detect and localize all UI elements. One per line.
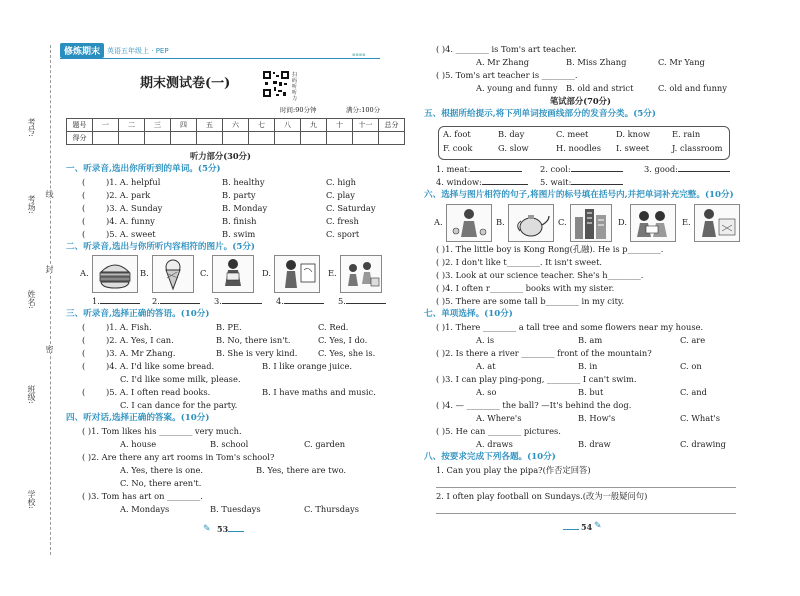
fill-question[interactable]: ( )5. There are some tall b________ in my city. [436,296,625,306]
option-b: B. in [578,361,598,371]
table-cell: 一 [93,119,119,132]
picture-letter: E. [328,268,337,278]
score-input-cell[interactable] [379,132,405,145]
answer-bracket[interactable]: ( [82,229,86,239]
binding-mark-seal: 封 [45,265,54,273]
qr-code-icon [262,70,290,98]
option-c: C. are [680,335,706,345]
word-item: F. cook [443,143,473,153]
word-item: E. rain [672,129,701,139]
option-a: )1. A. helpful [106,177,161,187]
option-c: C. I'd like some milk, please. [120,374,241,384]
score-input-cell[interactable] [327,132,353,145]
hamburger-icon [93,256,137,292]
option-c: C. garden [304,439,346,449]
table-cell: 十 [327,119,353,132]
score-input-cell[interactable] [197,132,223,145]
answer-bracket[interactable]: ( [82,348,86,358]
option-b: B. Yes, there are two. [256,465,347,475]
option-a: A. Mondays [120,504,170,514]
class-label: 班级: [27,385,36,404]
answer-bracket[interactable]: ( [82,361,86,371]
page-title: 期末测试卷(一) [140,76,231,91]
option-b: B. party [222,190,256,200]
rewrite-question-1: 1. Can you play the pipa?(作否定回答) [436,465,591,475]
section-6-title: 六、选择与图片相符的句子,将图片的标号填在括号内,并把单词补充完整。(10分) [424,190,734,200]
picture-letter: E. [682,217,691,227]
score-input-cell[interactable] [119,132,145,145]
option-c: C. What's [680,413,721,423]
blank-label: 5. wait: [540,177,572,187]
option-b: B. I have maths and music. [262,387,376,397]
blank-number: 1. [92,296,100,306]
score-input-cell[interactable] [93,132,119,145]
section-1-title: 一、听录音,选出你所听到的单词。(5分) [66,164,221,174]
choice-question[interactable]: ( )3. I can play ping-pong, ________ I can't swim. [436,374,637,384]
picture-letter: C. [558,217,567,227]
page-number-left: 53 [217,524,229,534]
score-input-cell[interactable] [275,132,301,145]
option-a: A. Where's [476,413,522,423]
sort-blank[interactable] [436,164,522,175]
blank-number: 2. [152,296,160,306]
written-title: 笔试部分(70分) [550,96,611,106]
answer-bracket[interactable]: ( [82,387,86,397]
table-cell: 八 [275,119,301,132]
question-3[interactable]: ( )3. Tom has art on ________. [82,491,203,501]
option-b: B. Monday [222,203,268,213]
picture-letter: B. [496,217,505,227]
question-2[interactable]: ( )2. Are there any art rooms in Tom's school? [82,452,275,462]
option-a: )5. A. sweet [106,229,156,239]
question-4[interactable]: ( )4. ________ is Tom's art teacher. [436,44,577,54]
time-label: 时间:90分钟 [280,106,317,114]
option-c: C. high [326,177,356,187]
option-a: A. so [476,387,497,397]
option-c: C. Thursdays [304,504,359,514]
option-c: C. on [680,361,702,371]
table-cell: 三 [145,119,171,132]
school-label: 学校: [27,490,36,509]
option-a: )1. A. Fish. [106,322,152,332]
fill-question[interactable]: ( )2. I don't like t________. It isn't sweet. [436,257,603,267]
table-cell: 十一 [353,119,379,132]
blank-label: 1. meat: [436,164,471,174]
boy-with-pears-icon [447,205,491,241]
choice-question[interactable]: ( )4. — ________ the ball? —It's behind the dog. [436,400,632,410]
buildings-picture [570,204,612,242]
option-a: A. draws [476,439,513,449]
score-input-cell[interactable] [249,132,275,145]
answer-blank[interactable] [214,296,262,307]
word-item: J. classroom [672,143,723,153]
answer-blank[interactable] [338,296,386,307]
girl-drawing-picture [274,255,320,293]
option-b: B. She is very kind. [216,348,298,358]
option-a: )2. A. park [106,190,151,200]
option-c: C. play [326,190,355,200]
answer-bracket[interactable]: ( [82,177,86,187]
sort-blank[interactable] [436,177,528,188]
answer-line[interactable] [436,513,736,514]
option-c: C. drawing [680,439,726,449]
choice-question[interactable]: ( )5. He can ________ pictures. [436,426,561,436]
option-b: B. No, there isn't. [216,335,291,345]
name-label: 姓名: [27,290,36,309]
fill-question[interactable]: ( )3. Look at our science teacher. She's h________. [436,270,644,280]
answer-blank[interactable] [276,296,324,307]
teapot-picture [508,204,554,242]
option-a: )2. A. Yes, I can. [106,335,174,345]
header-tag: ▪▪▪▪ [352,52,366,58]
picture-letter: C. [200,268,209,278]
option-a: )4. A. funny [106,216,155,226]
option-b: B. I like orange juice. [262,361,353,371]
option-c: C. and [680,387,707,397]
table-cell: 七 [249,119,275,132]
option-b: B. Tuesdays [210,504,261,514]
option-c: C. I can dance for the party. [120,400,238,410]
table-cell: 六 [223,119,249,132]
picture-letter: A. [80,268,89,278]
fill-question[interactable]: ( )4. I often r________ books with my sister. [436,283,615,293]
word-item: H. noodles [556,143,601,153]
option-c: C. Saturday [326,203,376,213]
rewrite-question-2: 2. I often play football on Sundays.(改为一般疑问句) [436,491,648,501]
science-teacher-picture [694,204,740,242]
option-c: C. Red. [318,322,349,332]
picture-letter: B. [140,268,149,278]
option-a: A. Mr Zhang [476,57,530,67]
brand-name: 修炼期末 [60,43,104,58]
option-a: A. at [476,361,496,371]
blank-number: 4. [276,296,284,306]
exam-room-label: 考场: [27,195,36,214]
word-item: D. know [616,129,651,139]
option-a: )4. A. I'd like some bread. [106,361,215,371]
binding-mark-secret: 密 [45,345,54,353]
score-input-cell[interactable] [171,132,197,145]
answer-line[interactable] [436,487,736,488]
sort-blank[interactable] [540,177,623,188]
option-c: C. Yes, I do. [318,335,368,345]
option-a: )3. A. Sunday [106,203,163,213]
blank-number: 3. [214,296,222,306]
option-c: C. Mr Yang [658,57,705,67]
page-rule [563,529,579,530]
blank-label: 2. cool: [540,164,571,174]
section-8-title: 八、按要求完成下列各题。(10分) [424,452,556,462]
score-table-score-row [67,132,405,145]
teapot-icon [509,205,553,241]
option-c: C. No, there aren't. [120,478,202,488]
question-5[interactable]: ( )5. Tom's art teacher is ________. [436,70,578,80]
option-b: B. swim [222,229,256,239]
exam-number-label: 考号: [27,118,36,137]
option-c: C. fresh [326,216,359,226]
sort-blank[interactable] [644,164,730,175]
children-reading-icon [631,205,675,241]
option-b: B. finish [222,216,257,226]
score-table-header-row [67,119,405,132]
section-4-title: 四、听对话,选择正确的答案。(10分) [66,413,210,423]
picture-letter: D. [262,268,271,278]
option-a: A. house [120,439,157,449]
table-cell: 得分 [67,132,93,145]
score-input-cell[interactable] [223,132,249,145]
kong-rong-picture [446,204,492,242]
section-2-title: 二、听录音,选出与你所听内容相符的图片。(5分) [66,242,255,252]
qr-caption: 扫码听听力 [292,72,298,102]
girl-drawing-icon [275,256,319,292]
blank-label: 4. window: [436,177,482,187]
sort-blank[interactable] [540,164,623,175]
answer-blank[interactable] [92,296,140,307]
fill-question[interactable]: ( )1. The little boy is Kong Rong(孔融). He is p________. [436,244,664,254]
kids-icon [341,256,381,292]
table-cell: 九 [301,119,327,132]
listening-title: 听力部分(30分) [190,151,251,161]
full-score-label: 满分:100分 [346,106,381,114]
score-input-cell[interactable] [301,132,327,145]
word-item: C. meet [556,129,589,139]
buildings-icon [571,205,611,241]
person-reading-picture [212,255,254,293]
option-a: )3. A. Mr Zhang. [106,348,176,358]
table-cell: 五 [197,119,223,132]
word-item: B. day [498,129,525,139]
ice-cream-picture [152,255,194,293]
blank-label: 3. good: [644,164,678,174]
option-c: C. Yes, she is. [318,348,376,358]
table-cell: 总分 [379,119,405,132]
classroom-picture [340,255,382,293]
brand-subtitle: 英语五年级上 · PEP [107,46,169,55]
binding-mark-line: 线 [45,190,54,198]
page-ornament-left: ✎ [203,524,211,534]
brand-logo [60,44,169,57]
table-cell: 四 [171,119,197,132]
siblings-reading-picture [630,204,676,242]
binding-line [50,45,51,555]
score-input-cell[interactable] [145,132,171,145]
option-c: C. sport [326,229,360,239]
page-number-right: 54 [581,522,593,532]
picture-letter: A. [434,217,443,227]
person-icon [213,256,253,292]
option-b: B. but [578,387,604,397]
answer-bracket[interactable]: ( [82,335,86,345]
option-c: C. old and funny [658,83,727,93]
option-b: B. school [210,439,249,449]
question-1[interactable]: ( )1. Tom likes his ________ very much. [82,426,242,436]
option-b: B. PE. [216,322,242,332]
choice-question[interactable]: ( )1. There ________ a tall tree and some flowers near my house. [436,322,704,332]
section-3-title: 三、听录音,选择正确的答语。(10分) [66,309,210,319]
answer-blank[interactable] [152,296,200,307]
option-b: B. How's [578,413,616,423]
score-input-cell[interactable] [353,132,379,145]
option-a: A. is [476,335,495,345]
option-b: B. healthy [222,177,265,187]
option-b: B. Miss Zhang [566,57,627,67]
word-item: G. slow [498,143,529,153]
word-item: A. foot [443,129,471,139]
choice-question[interactable]: ( )2. Is there a river ________ front of the mountain? [436,348,652,358]
ice-cream-icon [153,256,193,292]
answer-bracket[interactable]: ( [82,203,86,213]
option-b: B. am [578,335,603,345]
option-a: A. young and funny [476,83,558,93]
score-table [66,118,405,145]
teacher-icon [695,205,739,241]
header-rule [60,58,380,59]
page-rule [228,531,244,532]
table-cell: 题号 [67,119,93,132]
blank-number: 5. [338,296,346,306]
page-ornament-right: ✎ [594,521,602,531]
option-b: B. old and strict [566,83,634,93]
option-a: A. Yes, there is one. [120,465,204,475]
answer-bracket[interactable]: ( [82,190,86,200]
answer-bracket[interactable]: ( [82,322,86,332]
picture-letter: D. [618,217,627,227]
option-b: B. draw [578,439,611,449]
section-5-title: 五、根据所给提示,将下列单词按画线部分的发音分类。(5分) [424,109,656,119]
word-item: I. sweet [616,143,650,153]
section-7-title: 七、单项选择。(10分) [424,309,513,319]
answer-bracket[interactable]: ( [82,216,86,226]
option-a: )5. A. I often read books. [106,387,211,397]
hamburger-picture [92,255,138,293]
table-cell: 二 [119,119,145,132]
